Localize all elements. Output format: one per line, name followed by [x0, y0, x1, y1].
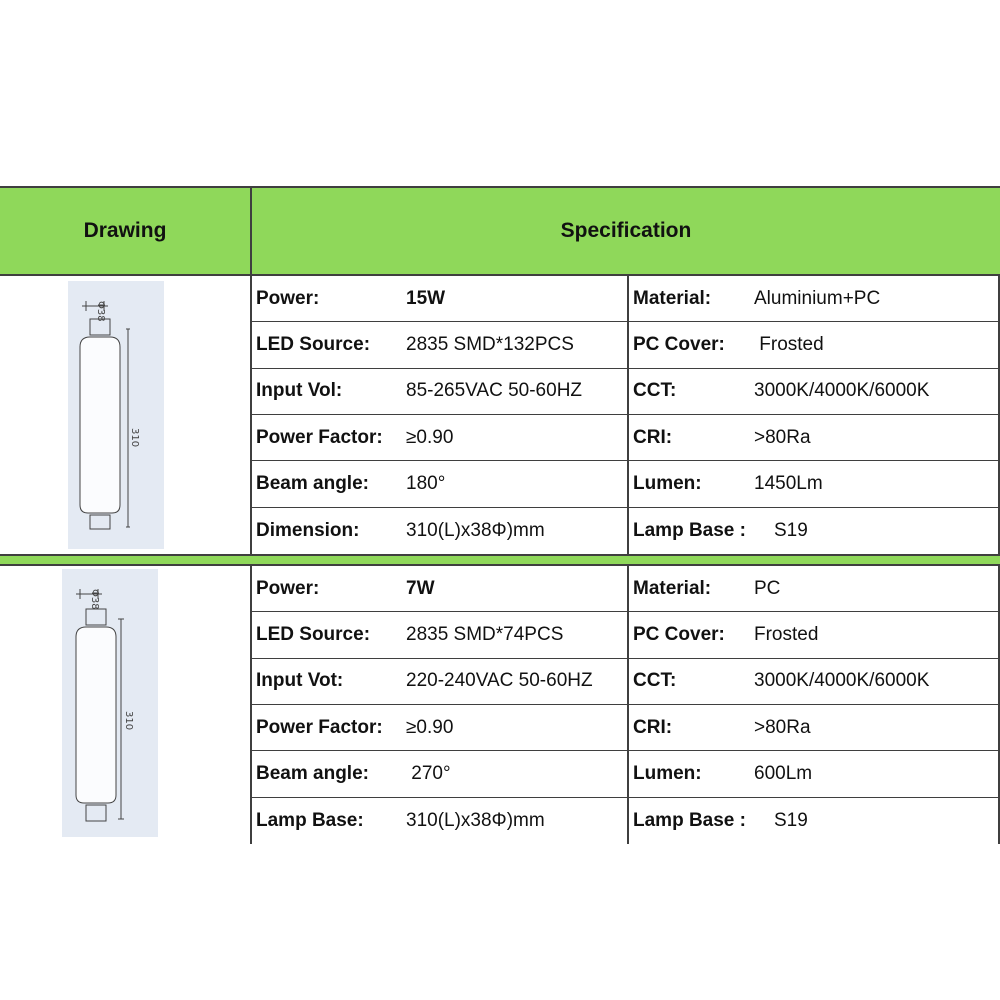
spec-value: 85-265VAC 50-60HZ	[406, 380, 583, 402]
lamp-drawing	[62, 569, 158, 837]
spec-row	[252, 566, 998, 612]
spec-value: Frosted	[754, 623, 819, 645]
spec-value: 2835 SMD*132PCS	[406, 333, 574, 355]
spec-label: Input Vol:	[256, 380, 343, 402]
spec-row	[252, 276, 998, 322]
spec-value: 7W	[406, 577, 435, 599]
diameter-label: Φ38	[95, 301, 106, 322]
spec-label: Power:	[256, 577, 320, 599]
length-label: 310	[129, 428, 140, 448]
spec-row	[252, 415, 998, 461]
spec-value: 310(L)x38Φ)mm	[406, 519, 545, 541]
section-divider	[0, 554, 1000, 566]
spec-value: 3000K/4000K/6000K	[754, 380, 930, 402]
spec-value: 270°	[406, 762, 451, 784]
spec-value: Aluminium+PC	[754, 287, 881, 309]
spec-value: 1450Lm	[754, 472, 823, 494]
spec-label: Lumen:	[633, 472, 702, 494]
spec-value: PC	[754, 577, 781, 599]
spec-value: >80Ra	[754, 716, 811, 738]
spec-label: Dimension:	[256, 519, 360, 541]
spec-label: Beam angle:	[256, 472, 369, 494]
spec-value: >80Ra	[754, 426, 811, 448]
product-block-15w	[0, 276, 1000, 554]
spec-label: Lamp Base :	[633, 519, 746, 541]
spec-label: Power:	[256, 287, 320, 309]
table-header	[0, 186, 1000, 276]
spec-label: CRI:	[633, 716, 673, 738]
lamp-tube-drawing-icon	[62, 569, 158, 837]
spec-value: 310(L)x38Φ)mm	[406, 809, 545, 831]
spec-label: LED Source:	[256, 623, 371, 645]
spec-value: S19	[774, 809, 808, 831]
spec-value: 600Lm	[754, 762, 813, 784]
spec-label: PC Cover:	[633, 623, 725, 645]
spec-label: Power Factor:	[256, 426, 383, 448]
drawing-cell	[0, 276, 250, 554]
spec-row	[252, 508, 998, 554]
spec-label: CCT:	[633, 670, 677, 692]
spec-label: Lumen:	[633, 762, 702, 784]
diameter-label: Φ38	[89, 589, 100, 610]
lamp-drawing	[68, 281, 164, 549]
spec-value: S19	[774, 519, 808, 541]
drawing-cell	[0, 566, 250, 844]
spec-row	[252, 705, 998, 751]
spec-value: 3000K/4000K/6000K	[754, 670, 930, 692]
spec-label: Material:	[633, 577, 712, 599]
spec-row	[252, 322, 998, 368]
spec-label: Material:	[633, 287, 712, 309]
spec-value: 220-240VAC 50-60HZ	[406, 670, 593, 692]
spec-label: LED Source:	[256, 333, 371, 355]
spec-row	[252, 798, 998, 844]
spec-label: Lamp Base :	[633, 809, 746, 831]
spec-row	[252, 612, 998, 658]
length-label: 310	[123, 711, 134, 731]
spec-label: Input Vot:	[256, 670, 344, 692]
spec-label: PC Cover:	[633, 333, 725, 355]
spec-row	[252, 461, 998, 507]
spec-row	[252, 659, 998, 705]
header-drawing: Drawing	[83, 219, 167, 242]
lamp-tube-drawing-icon	[68, 281, 164, 549]
product-block-7w	[0, 566, 1000, 844]
spec-value: 2835 SMD*74PCS	[406, 623, 564, 645]
spec-value: ≥0.90	[406, 716, 454, 738]
spec-label: CCT:	[633, 380, 677, 402]
header-specification: Specification	[560, 219, 692, 242]
spec-rows	[252, 276, 998, 554]
spec-row	[252, 369, 998, 415]
spec-value: ≥0.90	[406, 426, 454, 448]
spec-value: Frosted	[754, 333, 824, 355]
spec-value: 15W	[406, 287, 446, 309]
spec-row	[252, 751, 998, 797]
spec-rows	[252, 566, 998, 844]
spec-label: Lamp Base:	[256, 809, 364, 831]
spec-label: Power Factor:	[256, 716, 383, 738]
spec-label: Beam angle:	[256, 762, 369, 784]
spec-label: CRI:	[633, 426, 673, 448]
spec-value: 180°	[406, 472, 446, 494]
